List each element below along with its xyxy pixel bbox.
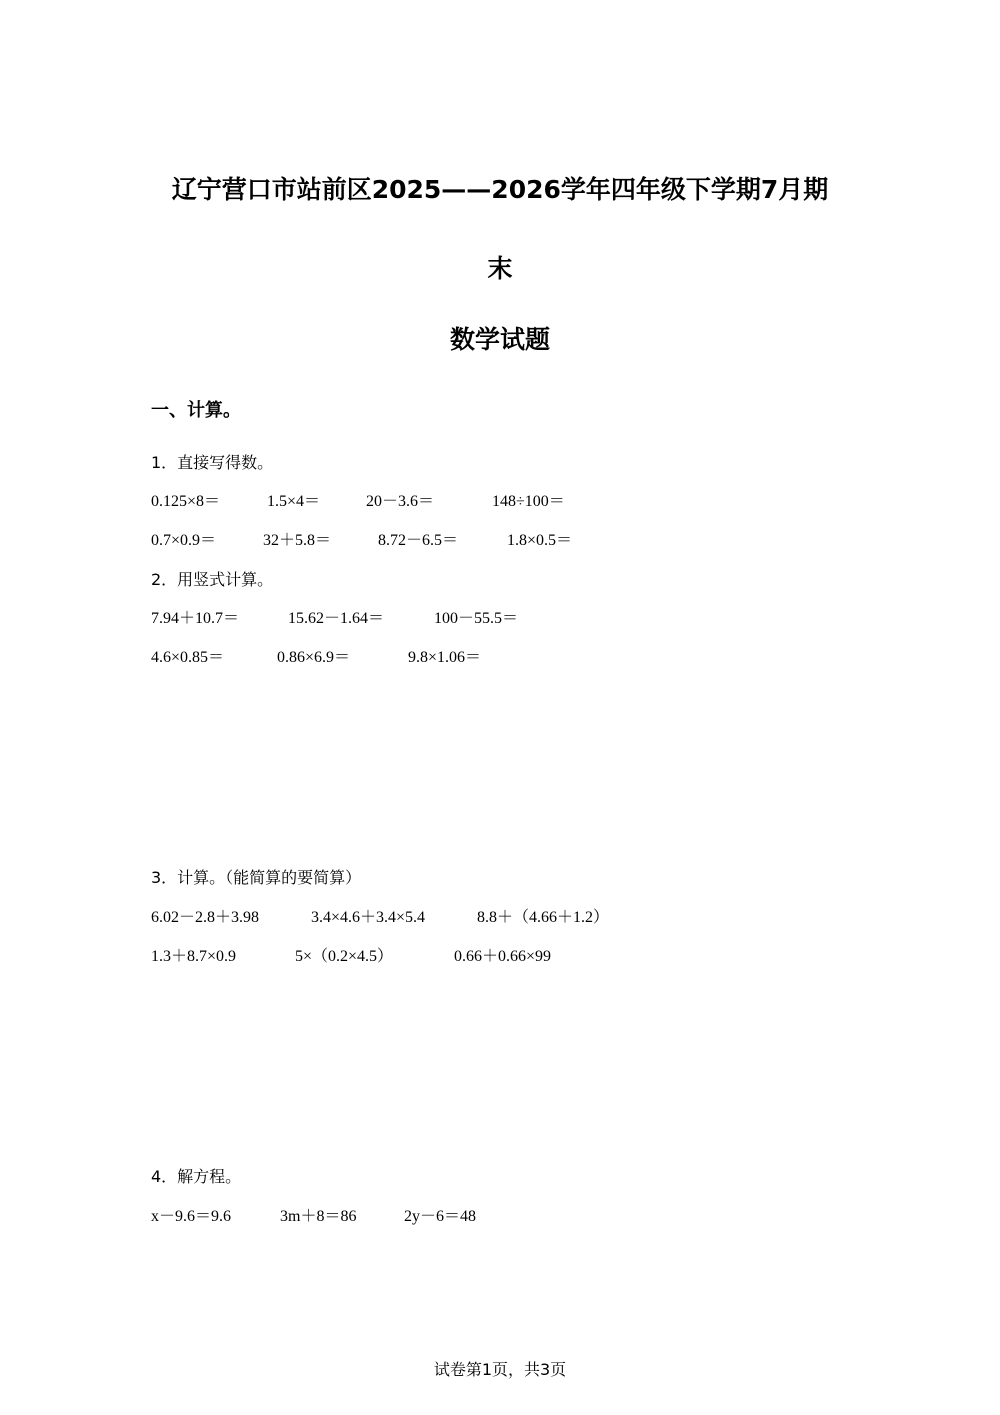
- expression: 9.8×1.06＝: [408, 649, 482, 666]
- expression: 0.7×0.9＝: [151, 532, 217, 549]
- exam-title-line1: 辽宁营口市站前区2025——2026学年四年级下学期7月期: [171, 175, 829, 204]
- expression: 32＋5.8＝: [263, 532, 332, 549]
- exam-title-line2: 末: [487, 254, 513, 283]
- page-footer: 试卷第1页，共3页: [433, 1360, 567, 1379]
- question-3-label: 3．计算。（能简算的要简算）: [151, 868, 362, 887]
- expression: 1.5×4＝: [267, 493, 321, 510]
- expression: 8.8＋（4.66＋1.2）: [477, 909, 610, 926]
- expression: 15.62－1.64＝: [288, 610, 385, 627]
- expression: 6.02－2.8＋3.98: [151, 909, 260, 926]
- question-4-label: 4．解方程。: [151, 1167, 242, 1186]
- expression: 0.86×6.9＝: [277, 649, 351, 666]
- question-1-label: 1．直接写得数。: [151, 453, 274, 472]
- expression: x－9.6＝9.6: [151, 1208, 232, 1225]
- expression: 0.125×8＝: [151, 493, 221, 510]
- question-2-label: 2．用竖式计算。: [151, 570, 274, 589]
- expression: 7.94＋10.7＝: [151, 610, 240, 627]
- expression: 3m＋8＝86: [280, 1208, 357, 1225]
- expression: 8.72－6.5＝: [378, 532, 459, 549]
- expression: 3.4×4.6＋3.4×5.4: [311, 909, 426, 926]
- expression: 20－3.6＝: [366, 493, 435, 510]
- expression: 2y－6＝48: [404, 1208, 477, 1225]
- exam-subtitle: 数学试题: [449, 325, 550, 354]
- expression: 1.3＋8.7×0.9: [151, 948, 237, 965]
- expression: 1.8×0.5＝: [507, 532, 573, 549]
- expression: 5×（0.2×4.5）: [295, 948, 394, 965]
- section-heading-calculation: 一、计算。: [151, 400, 241, 421]
- expression: 148÷100＝: [492, 493, 565, 510]
- expression: 0.66＋0.66×99: [454, 948, 552, 965]
- expression: 100－55.5＝: [434, 610, 519, 627]
- expression: 4.6×0.85＝: [151, 649, 225, 666]
